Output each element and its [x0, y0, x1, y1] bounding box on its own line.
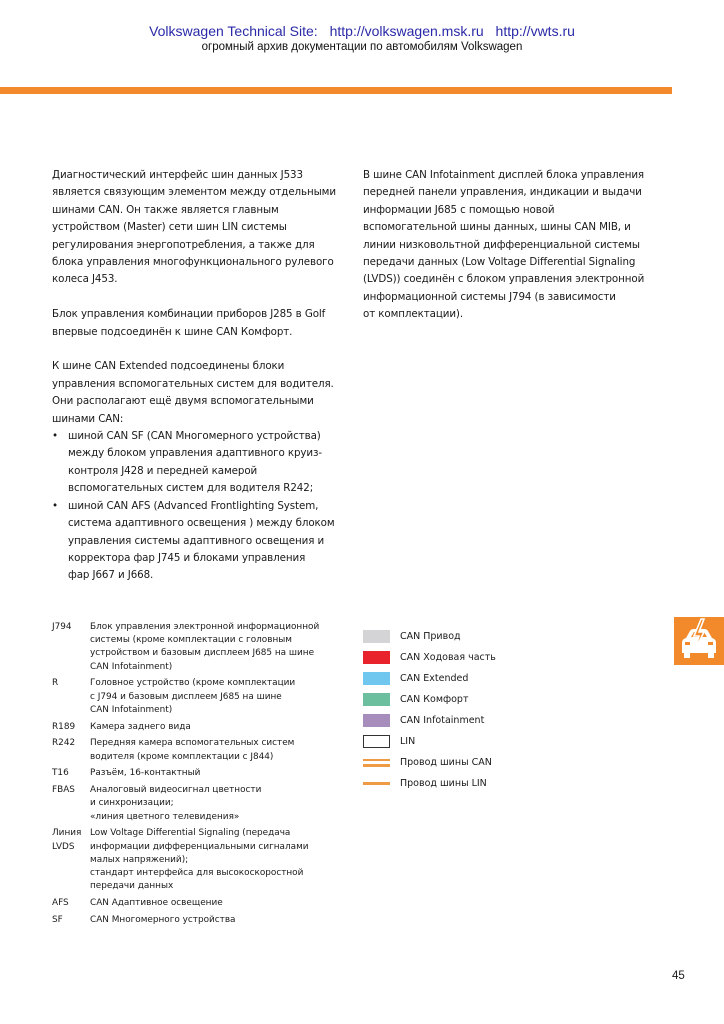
legend-swatch	[363, 693, 390, 706]
abbreviation-description	[90, 721, 342, 734]
text-line: К шине CAN Extended подсоединены блоки	[52, 360, 285, 373]
abbreviation-row	[52, 827, 342, 893]
text-line: AFS	[52, 898, 69, 909]
legend-item	[363, 752, 496, 773]
abbreviations-list	[52, 621, 342, 931]
paragraph-can-extended	[52, 358, 347, 428]
text-line: контроля J428 и передней камерой	[68, 464, 258, 477]
car-electrical-icon	[674, 617, 724, 665]
text-line: передачи данных	[90, 881, 174, 892]
paragraph-j533	[52, 167, 347, 289]
text-line: между блоком управления адаптивного круиз-	[68, 447, 322, 460]
legend-label: Провод шины CAN	[400, 757, 492, 768]
text-line: вспомогательных систем для водителя R242;	[68, 482, 314, 495]
paragraph-can-infotainment	[363, 167, 653, 324]
text-line: устройством и базовым дисплеем J685 на шине	[90, 648, 315, 659]
text-line: Они располагают ещё двумя вспомогательными	[52, 395, 314, 408]
abbreviation-description	[90, 767, 342, 780]
legend-swatch	[363, 714, 390, 727]
text-line: корректора фар J745 и блоками управления	[68, 551, 306, 564]
text-line: и синхронизации;	[90, 798, 174, 809]
bullet-item	[52, 428, 347, 498]
legend-label: CAN Привод	[400, 631, 461, 642]
text-line: R242	[52, 738, 76, 749]
abbreviation-description	[90, 621, 342, 674]
abbreviation-description	[90, 914, 342, 927]
text-line: Линия	[52, 828, 82, 839]
text-line: Передняя камера вспомогательных систем	[90, 738, 295, 749]
text-line: является связующим элементом между отдельными	[52, 186, 336, 199]
site-name: Volkswagen Technical Site:	[149, 23, 318, 39]
text-line: управления вспомогательных систем для водителя.	[52, 377, 334, 390]
chapter-tab	[674, 617, 724, 665]
paragraph-j285	[52, 306, 347, 341]
bus-legend	[363, 626, 496, 794]
text-line: R189	[52, 721, 76, 732]
text-line: FBAS	[52, 785, 75, 796]
text-line: шиной CAN SF (CAN Многомерного устройства)	[68, 430, 321, 443]
text-line: CAN Многомерного устройства	[90, 914, 236, 925]
abbreviation-description	[90, 827, 342, 893]
bullet-list	[52, 428, 347, 585]
text-line: передней панели управления, индикации и выдачи	[363, 186, 642, 199]
text-line: (LVDS)) соединён с блоком управления электронной	[363, 273, 645, 286]
text-line: Головное устройство (кроме комплектации	[90, 678, 296, 689]
legend-item	[363, 773, 496, 794]
text-line: Камера заднего вида	[90, 721, 191, 732]
text-line: шинами CAN. Он также является главным	[52, 203, 279, 216]
text-line: Диагностический интерфейс шин данных J533	[52, 169, 303, 181]
text-line: с J794 и базовым дисплеем J685 на шине	[90, 691, 282, 702]
legend-label: CAN Infotainment	[400, 715, 485, 726]
page-number: 45	[672, 970, 685, 982]
abbreviation-row	[52, 784, 342, 824]
legend-swatch	[363, 777, 390, 790]
text-line: CAN Infotainment)	[90, 704, 173, 715]
abbreviation-key	[52, 767, 90, 780]
abbreviation-description	[90, 677, 342, 717]
abbreviation-key	[52, 621, 90, 674]
header-divider-bar	[0, 87, 672, 94]
bullet-icon: •	[52, 430, 58, 443]
bullet-icon: •	[52, 499, 58, 512]
legend-item	[363, 626, 496, 647]
text-line: линии низковольтной дифференциальной системы	[363, 238, 640, 251]
abbreviation-description	[90, 784, 342, 824]
text-line: стандарт интерфейса для высокоскоростной	[90, 868, 304, 879]
text-line: передачи данных (Low Voltage Differential Signaling	[363, 256, 636, 269]
legend-swatch	[363, 672, 390, 685]
text-line: T16	[52, 768, 69, 779]
text-line: SF	[52, 914, 63, 925]
text-line: Блок управления электронной информационной	[90, 622, 320, 632]
bullet-item	[52, 498, 347, 585]
abbreviation-row	[52, 677, 342, 717]
abbreviation-key	[52, 914, 90, 927]
abbreviation-description	[90, 737, 342, 763]
text-line: Low Voltage Differential Signaling (передача	[90, 828, 291, 839]
abbreviation-key	[52, 721, 90, 734]
text-line: LVDS	[52, 841, 75, 852]
abbreviation-key	[52, 784, 90, 824]
text-line: системы (кроме комплектации с головным	[90, 635, 292, 646]
abbreviation-row	[52, 621, 342, 674]
legend-item	[363, 647, 496, 668]
text-line: система адаптивного освещения ) между блоком	[68, 517, 335, 530]
legend-label: CAN Extended	[400, 673, 469, 684]
text-line: Разъём, 16-контактный	[90, 768, 201, 779]
text-line: J794	[52, 622, 72, 632]
text-line: впервые подсоединён к шине CAN Комфорт.	[52, 325, 293, 338]
text-line: Аналоговый видеосигнал цветности	[90, 785, 262, 796]
abbreviation-row	[52, 737, 342, 763]
site-url-2[interactable]: http://vwts.ru	[495, 23, 575, 39]
text-line: R	[52, 678, 59, 689]
abbreviation-key	[52, 737, 90, 763]
text-line: «линия цветного телевидения»	[90, 811, 240, 822]
text-line: В шине CAN Infotainment дисплей блока управления	[363, 169, 645, 181]
text-line: фар J667 и J668.	[68, 569, 154, 582]
legend-item	[363, 710, 496, 731]
text-line: управления системы адаптивного освещения и	[68, 534, 325, 547]
site-title	[0, 22, 724, 40]
text-line: информации J685 с помощью новой	[363, 203, 555, 216]
text-line: шиной CAN AFS (Advanced Frontlighting System,	[68, 499, 319, 512]
abbreviation-key	[52, 897, 90, 910]
text-line: от комплектации).	[363, 308, 464, 321]
abbreviation-row	[52, 897, 342, 910]
text-line: малых напряжений);	[90, 854, 189, 865]
legend-item	[363, 731, 496, 752]
legend-label: Провод шины LIN	[400, 778, 487, 789]
legend-label: CAN Комфорт	[400, 694, 469, 705]
left-column	[52, 167, 347, 585]
abbreviation-row	[52, 721, 342, 734]
legend-label: LIN	[400, 736, 416, 747]
abbreviation-row	[52, 914, 342, 927]
legend-item	[363, 668, 496, 689]
site-url-1[interactable]: http://volkswagen.msk.ru	[329, 23, 484, 39]
text-line: шинами CAN:	[52, 412, 124, 425]
abbreviation-key	[52, 827, 90, 893]
abbreviation-row	[52, 767, 342, 780]
text-line: Блок управления комбинации приборов J285 в Golf	[52, 308, 326, 321]
right-column	[363, 167, 653, 341]
legend-swatch	[363, 735, 390, 748]
text-line: CAN Infotainment)	[90, 661, 173, 672]
text-line: CAN Адаптивное освещение	[90, 898, 223, 909]
text-line: информации дифференциальными сигналами	[90, 841, 309, 852]
legend-label: CAN Ходовая часть	[400, 652, 496, 663]
text-line: колеса J453.	[52, 273, 118, 286]
text-line: регулирования энергопотребления, а также для	[52, 238, 315, 251]
legend-swatch	[363, 630, 390, 643]
site-header	[0, 22, 724, 55]
text-line: блока управления многофункционального рулевого	[52, 256, 334, 269]
legend-swatch	[363, 756, 390, 769]
text-line: устройством (Master) сети шин LIN системы	[52, 221, 287, 234]
abbreviation-description	[90, 897, 342, 910]
text-line: водителя (кроме комплектации с J844)	[90, 751, 274, 762]
legend-item	[363, 689, 496, 710]
text-line: вспомогательной шины данных, шины CAN MIB, и	[363, 221, 631, 234]
legend-swatch	[363, 651, 390, 664]
text-line: информационной системы J794 (в зависимости	[363, 290, 616, 303]
site-subtitle: огромный архив документации по автомобилям Volkswagen	[201, 41, 523, 53]
abbreviation-key	[52, 677, 90, 717]
